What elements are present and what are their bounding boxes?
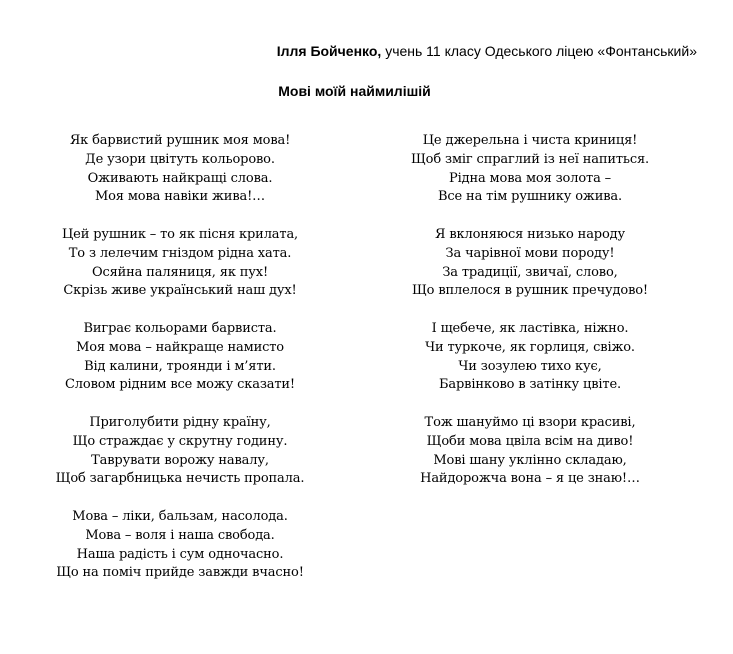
poem-line: Приголубити рідну країну, (89, 414, 271, 430)
poem-column-left (20, 132, 340, 602)
poem-title (0, 82, 733, 100)
poem-line: Осяйна паляниця, як пух! (91, 264, 269, 280)
poem-line: Барвінково в затінку цвіте. (438, 377, 621, 393)
poem-line: За традиції, звичаї, слово, (442, 264, 618, 280)
author-info: учень 11 класу Одеського ліцею «Фонтанський» (385, 43, 697, 59)
poem-line: Щоб зміг спраглий із неї напиться. (410, 151, 650, 167)
poem-line: Що вплелося в рушник пречудово! (412, 283, 648, 299)
poem-line: Мова – воля і наша свобода. (85, 527, 275, 543)
poem-line: Де узори цвітуть кольорово. (85, 151, 275, 167)
poem-line: Що на поміч прийде завжди вчасно! (56, 565, 304, 581)
poem-line: Щоби мова цвіла всім на диво! (426, 433, 634, 449)
poem-line: Все на тім рушнику ожива. (438, 189, 622, 205)
poem-line: Моя мова – найкраще намисто (76, 339, 284, 355)
poem-line: Чи зозулею тихо кує, (458, 358, 602, 374)
stanza (20, 320, 340, 395)
poem-line: Рідна мова моя золота – (449, 170, 611, 186)
poem-line: Як барвистий рушник моя мова! (69, 133, 291, 148)
stanza (20, 226, 340, 301)
poem-line: Найдорожча вона – я це знаю!… (420, 471, 640, 487)
author-header (0, 42, 733, 60)
author-name: Ілля Бойченко, (276, 43, 382, 59)
poem-line: Скрізь живе український наш дух! (63, 283, 297, 299)
poem-line: Словом рідним все можу сказати! (64, 377, 295, 393)
stanza (20, 414, 340, 489)
poem-line: Наша радість і сум одночасно. (76, 546, 284, 562)
poem-line: Виграє кольорами барвиста. (83, 320, 277, 336)
stanza (370, 320, 690, 395)
stanza (370, 132, 690, 207)
poem-column-right (370, 132, 690, 508)
poem-line: Моя мова навіки жива!… (94, 189, 266, 205)
stanza (370, 226, 690, 301)
poem-line: Оживають найкращі слова. (87, 170, 273, 186)
poem-line: То з лелечим гніздом рідна хата. (68, 245, 292, 261)
stanza (20, 508, 340, 583)
poem-line: Цей рушник – то як пісня крилата, (61, 226, 299, 242)
poem-line: Я вклоняюся низько народу (434, 226, 625, 242)
poem-line: Таврувати ворожу навалу, (91, 452, 269, 468)
poem-line: Це джерельна і чиста криниця! (422, 133, 638, 148)
poem-line: Чи туркоче, як горлиця, свіжо. (425, 339, 635, 355)
poem-line: Тож шануймо ці взори красиві, (424, 414, 636, 430)
poem-line: І щебече, як ластівка, ніжно. (431, 320, 629, 336)
poem-line: Що страждає у скрутну годину. (72, 433, 288, 449)
poem-line: За чарівної мови породу! (445, 245, 615, 261)
stanza (20, 132, 340, 207)
poem-title-text: Мові моїй наймилішій (278, 83, 431, 99)
poem-line: Мова – ліки, бальзам, насолода. (72, 508, 288, 524)
poem-line: Від калини, троянди і м’яти. (84, 358, 276, 374)
poem-line: Щоб загарбницька нечисть пропала. (55, 471, 305, 487)
poem-line: Мові шану уклінно складаю, (433, 452, 627, 468)
stanza (370, 414, 690, 489)
